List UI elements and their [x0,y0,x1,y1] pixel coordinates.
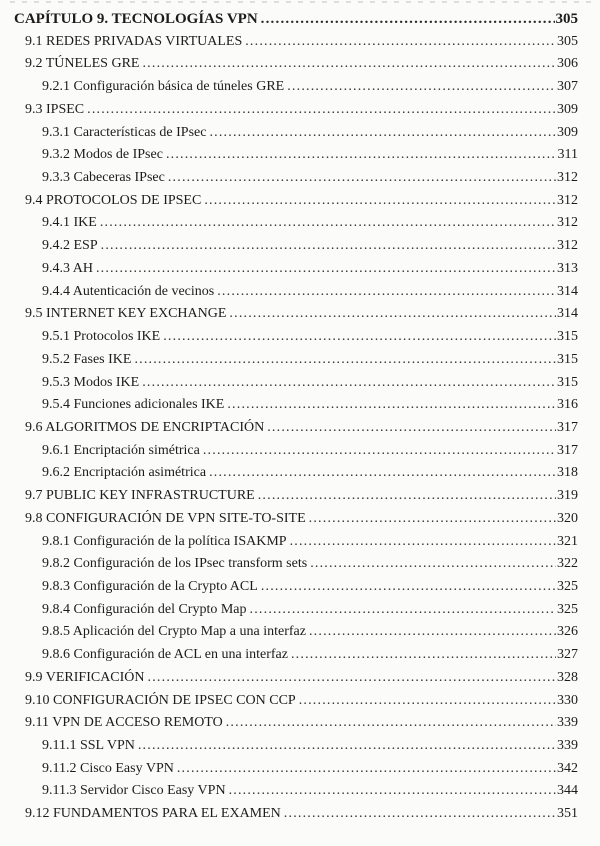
toc-entry-label: 9.11.2 Cisco Easy VPN [42,760,174,776]
dot-leader [204,190,556,213]
toc-entry-page: 312 [557,192,578,208]
toc-entry [14,803,578,826]
toc-entry-label: 9.3.2 Modos de IPsec [42,147,163,163]
toc-entry [14,712,578,735]
dot-leader [229,780,556,803]
toc-entry [14,212,578,235]
toc-entry-page: 325 [557,601,578,617]
toc-entry-label: 9.5.4 Funciones adicionales IKE [42,397,225,413]
toc-entry-page: 326 [557,624,578,640]
toc-entry-page: 312 [557,238,578,254]
toc-entry-page: 320 [557,510,578,526]
dot-leader [148,667,556,690]
toc-chapter-row [14,8,578,31]
toc-entry-page: 309 [557,124,578,140]
toc-entry-page: 328 [557,669,578,685]
toc-entry-label: 9.8.3 Configuración de la Crypto ACL [42,578,258,594]
toc-chapter-label: CAPÍTULO 9. TECNOLOGÍAS VPN [14,11,258,27]
toc-entry [14,440,578,463]
toc-entry-page: 319 [557,488,578,504]
dot-leader [250,599,556,622]
toc-entry-label: 9.8.4 Configuración del Crypto Map [42,601,247,617]
toc-entry [14,690,578,713]
dot-leader [142,372,556,395]
dot-leader [100,212,556,235]
toc-entry-page: 322 [557,556,578,572]
dot-leader [309,621,556,644]
dot-leader [291,644,556,667]
dot-leader [267,417,556,440]
toc-entry [14,190,578,213]
toc-entry-label: 9.8.6 Configuración de ACL en una interfaz [42,647,288,663]
toc-entry-label: 9.5.2 Fases IKE [42,351,132,367]
toc-entry [14,780,578,803]
toc-entry-label: 9.4 PROTOCOLOS DE IPSEC [25,192,202,208]
dot-leader [209,122,556,145]
toc-entry [14,258,578,281]
dot-leader [209,462,556,485]
toc-entry-label: 9.1 REDES PRIVADAS VIRTUALES [25,33,243,49]
toc-entry [14,462,578,485]
dot-leader [310,553,556,576]
toc-entry-page: 317 [557,442,578,458]
toc-entry-label: 9.10 CONFIGURACIÓN DE IPSEC CON CCP [25,692,296,708]
toc-entry-label: 9.6.1 Encriptación simétrica [42,442,200,458]
toc-entry [14,326,578,349]
toc-entry-label: 9.4.2 ESP [42,238,98,254]
dot-leader [134,349,556,372]
toc-entry-label: 9.8.2 Configuración de los IPsec transform sets [42,556,308,572]
dot-leader [203,440,556,463]
dot-leader [258,485,556,508]
toc-entry-label: 9.5 INTERNET KEY EXCHANGE [25,306,227,322]
dot-leader [142,53,556,76]
dot-leader [177,758,556,781]
toc-entry-page: 315 [557,351,578,367]
toc-entry [14,303,578,326]
toc-entry-page: 317 [557,419,578,435]
toc-entry-page: 313 [557,260,578,276]
dot-leader [168,167,556,190]
dot-leader [299,690,556,713]
dot-leader [217,281,556,304]
toc-entry-label: 9.6 ALGORITMOS DE ENCRIPTACIÓN [25,419,265,435]
toc-entry-page: 327 [557,647,578,663]
table-of-contents [14,8,578,826]
toc-entry [14,621,578,644]
toc-entry-page: 305 [557,33,578,49]
dot-leader [96,258,556,281]
toc-entry-label: 9.4.1 IKE [42,215,97,231]
toc-entry-label: 9.4.3 AH [42,260,93,276]
toc-entry-label: 9.11 VPN DE ACCESO REMOTO [25,715,223,731]
dot-leader [261,576,556,599]
toc-entry-page: 307 [557,79,578,95]
toc-entry-label: 9.3.3 Cabeceras IPsec [42,170,165,186]
toc-entry [14,758,578,781]
toc-entry-page: 325 [557,578,578,594]
dot-leader [245,31,556,54]
toc-entry [14,576,578,599]
toc-entry [14,53,578,76]
toc-entry [14,531,578,554]
toc-chapter-page: 305 [555,11,578,27]
toc-entry [14,76,578,99]
toc-entry-page: 309 [557,101,578,117]
toc-entry [14,372,578,395]
dot-leader [227,394,556,417]
dot-leader [138,735,556,758]
toc-entry-page: 315 [557,374,578,390]
toc-entry [14,235,578,258]
dot-leader [290,531,556,554]
toc-entry [14,122,578,145]
toc-entry-label: 9.8 CONFIGURACIÓN DE VPN SITE-TO-SITE [25,510,306,526]
toc-entry-label: 9.8.1 Configuración de la política ISAKMP [42,533,287,549]
toc-entry-page: 312 [557,215,578,231]
toc-entry-page: 318 [557,465,578,481]
scan-artifact-line [10,1,594,3]
toc-entry-label: 9.5.3 Modos IKE [42,374,140,390]
toc-entry-label: 9.12 FUNDAMENTOS PARA EL EXAMEN [25,806,281,822]
dot-leader [226,712,556,735]
toc-entry-page: 351 [557,806,578,822]
toc-entry [14,599,578,622]
dot-leader [101,235,556,258]
toc-entry-label: 9.3 IPSEC [25,101,85,117]
toc-entry [14,735,578,758]
dot-leader [261,8,555,31]
toc-entry-page: 312 [557,170,578,186]
dot-leader [284,803,556,826]
toc-entry-label: 9.9 VERIFICACIÓN [25,669,145,685]
toc-entry-label: 9.3.1 Características de IPsec [42,124,207,140]
toc-entry-page: 321 [557,533,578,549]
toc-entry [14,644,578,667]
toc-entry-label: 9.5.1 Protocolos IKE [42,329,161,345]
dot-leader [87,99,556,122]
toc-entry-label: 9.2.1 Configuración básica de túneles GRE [42,79,285,95]
toc-entry-label: 9.11.3 Servidor Cisco Easy VPN [42,783,226,799]
toc-entry-page: 344 [557,783,578,799]
toc-entry-page: 316 [557,397,578,413]
toc-entry [14,144,578,167]
toc-entry-page: 315 [557,329,578,345]
toc-entry [14,349,578,372]
toc-entry [14,99,578,122]
toc-entry-label: 9.7 PUBLIC KEY INFRASTRUCTURE [25,488,255,504]
dot-leader [229,303,556,326]
toc-entry-label: 9.11.1 SSL VPN [42,738,135,753]
toc-entry-page: 314 [557,306,578,322]
dot-leader [287,76,556,99]
toc-entry [14,667,578,690]
dot-leader [163,326,556,349]
toc-entry [14,167,578,190]
toc-entry-page: 330 [557,692,578,708]
toc-entry [14,417,578,440]
toc-entry [14,31,578,54]
dot-leader [309,508,556,531]
toc-entry-label: 9.2 TÚNELES GRE [25,56,140,72]
toc-entry-label: 9.6.2 Encriptación asimétrica [42,465,207,481]
toc-entry-page: 311 [557,147,578,163]
dot-leader [166,144,557,167]
toc-entry [14,281,578,304]
toc-entry-page: 342 [557,760,578,776]
toc-entry-page: 339 [557,715,578,731]
toc-entry [14,394,578,417]
toc-entry-page: 306 [557,56,578,72]
toc-entry [14,508,578,531]
toc-entry [14,485,578,508]
toc-entry-label: 9.8.5 Aplicación del Crypto Map a una interfaz [42,624,306,640]
toc-entry-page: 339 [557,738,578,753]
toc-entry-label: 9.4.4 Autenticación de vecinos [42,283,215,299]
toc-entry-page: 314 [557,283,578,299]
toc-entry [14,553,578,576]
